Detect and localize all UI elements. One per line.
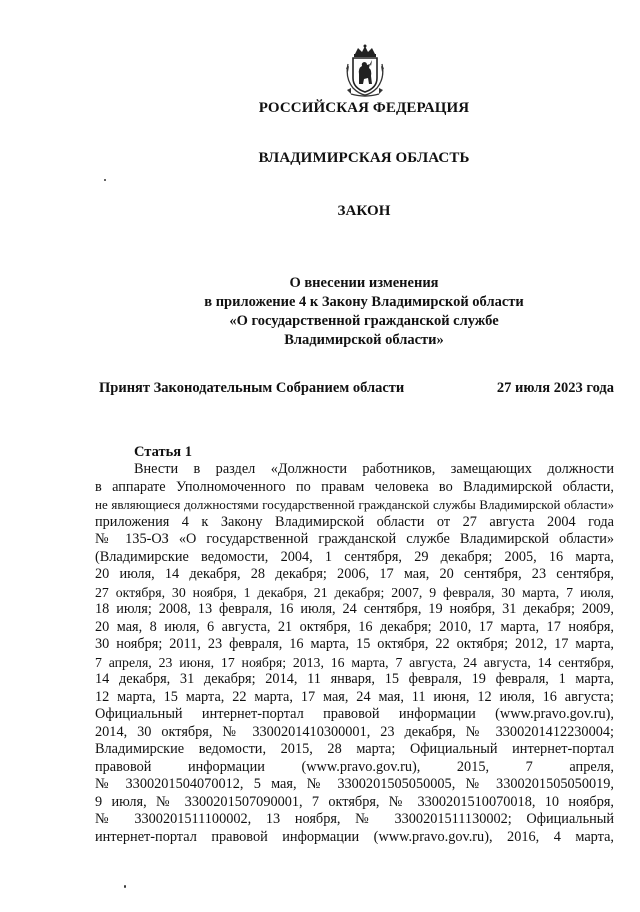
article-text-line: Внести в раздел «Должности работников, замещающих должности xyxy=(134,461,614,477)
article-text-line: 20 июля, 14 декабря, 28 декабря; 2006, 17 мая, 20 сентября, 23 сентября, xyxy=(95,566,614,582)
law-title-line: «О государственной гражданской службе xyxy=(229,313,499,329)
article-text-line: (Владимирские ведомости, 2004, 1 сентября, 29 декабря; 2005, 16 марта, xyxy=(95,548,614,565)
law-title-line: О внесении изменения xyxy=(289,275,439,291)
article-text-line: № 3300201511100002, 13 ноября, № 3300201511130002; Официальный xyxy=(95,811,614,827)
article-text-line: 18 июля; 2008, 13 февраля, 16 июля, 24 сентября, 19 ноября, 31 декабря; 2009, xyxy=(95,601,614,617)
article-body xyxy=(95,461,614,846)
article-text-line: 14 декабря, 31 декабря; 2014, 11 января, 15 февраля, 19 февраля, 1 марта, xyxy=(95,671,614,687)
scan-speck xyxy=(124,885,126,888)
article-heading: Статья 1 xyxy=(134,444,192,460)
article-text-line: интернет-портал правовой информации (www.pravo.gov.ru), 2016, 4 марта, xyxy=(95,828,614,845)
article-text-line: в аппарате Уполномоченного по правам человека во Владимирской области, xyxy=(95,478,614,495)
article-text-line: Официальный интернет-портал правовой информации (www.pravo.gov.ru), xyxy=(95,706,614,722)
article-text-line: 27 октября, 30 ноября, 1 декабря, 21 декабря; 2007, 9 февраля, 30 марта, 7 июля, xyxy=(95,584,614,600)
law-title-line: в приложение 4 к Закону Владимирской области xyxy=(204,294,524,310)
law-title-line: Владимирской области» xyxy=(284,332,444,348)
adopted-by: Принят Законодательным Собранием области xyxy=(99,380,405,396)
law-title xyxy=(0,274,640,350)
document-type-heading: ЗАКОН xyxy=(337,203,391,219)
country-heading: РОССИЙСКАЯ ФЕДЕРАЦИЯ xyxy=(258,100,470,116)
article-text-line: 20 мая, 8 июля, 6 августа, 21 октября, 16 декабря; 2010, 17 марта, 17 ноября, xyxy=(95,618,614,635)
region-heading: ВЛАДИМИРСКАЯ ОБЛАСТЬ xyxy=(258,150,470,166)
article-text-line: Владимирские ведомости, 2015, 28 марта; Официальный интернет-портал xyxy=(95,741,614,757)
adoption-date: 27 июля 2023 года xyxy=(496,380,614,396)
article-text-line: 2014, 30 октября, № 3300201410300001, 23 декабря, № 3300201412230004; xyxy=(95,723,614,740)
article-text-line: 7 апреля, 23 июня, 17 ноября; 2013, 16 марта, 7 августа, 24 августа, 14 сентября, xyxy=(95,654,614,670)
article-text-line: 30 ноября; 2011, 23 февраля, 16 марта, 15 октября, 22 октября; 2012, 17 марта, xyxy=(95,636,614,652)
article-text-line: № 135-ОЗ «О государственной гражданской службе Владимирской области» xyxy=(95,531,614,547)
article-text-line: не являющиеся должностями государственной гражданской службы Владимирской области» xyxy=(95,497,614,512)
article-text-line: правовой информации (www.pravo.gov.ru), 2015, 7 апреля, xyxy=(95,758,614,775)
scan-speck xyxy=(104,179,106,181)
coat-of-arms-emblem xyxy=(339,44,391,98)
article-text-line: 9 июля, № 3300201507090001, 7 октября, № 3300201510070018, 10 ноября, xyxy=(95,793,614,810)
article-text-line: 12 марта, 15 марта, 22 марта, 17 мая, 24 мая, 11 июня, 12 июля, 16 августа; xyxy=(95,688,614,705)
article-text-line: № 3300201504070012, 5 мая, № 3300201505050005, № 3300201505050019, xyxy=(95,776,614,792)
article-text-line: приложения 4 к Закону Владимирской области от 27 августа 2004 года xyxy=(95,513,614,530)
